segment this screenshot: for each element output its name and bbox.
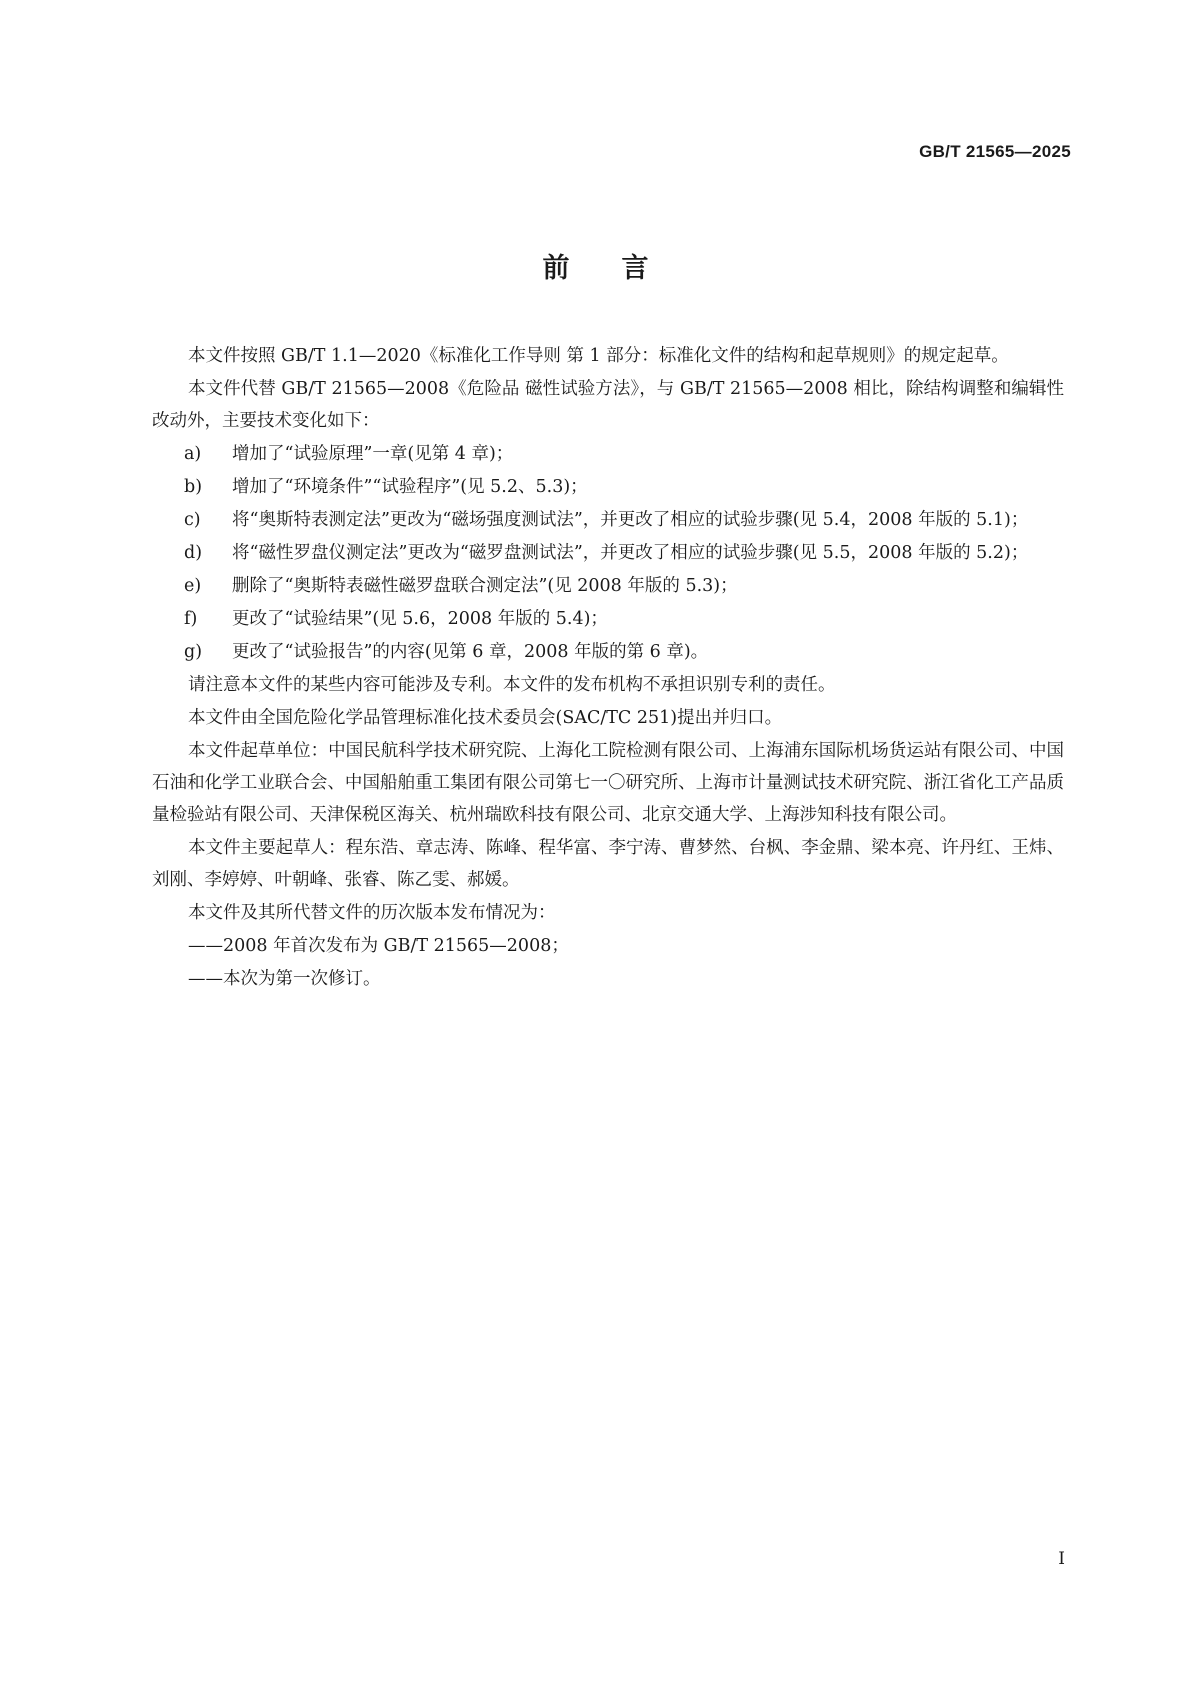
list-item-marker: g)	[184, 642, 203, 662]
document-body	[152, 340, 1064, 996]
page-title: 前言	[542, 253, 701, 284]
history-item: ——本次为第一次修订。	[188, 969, 381, 989]
list-item-text: 将“奥斯特表测定法”更改为“磁场强度测试法”，并更改了相应的试验步骤(见 5.4，2008 年版的 5.1)；	[232, 510, 1029, 530]
list-item	[152, 570, 1064, 602]
paragraph-committee: 本文件由全国危险化学品管理标准化技术委员会(SAC/TC 251)提出并归口。	[188, 708, 783, 728]
list-item	[152, 504, 1064, 536]
paragraph-replacement: 本文件代替 GB/T 21565—2008《危险品 磁性试验方法》，与 GB/T 21565—2008 相比，除结构调整和编辑性改动外，主要技术变化如下：	[152, 379, 1064, 431]
list-item	[152, 471, 1064, 503]
list-item	[152, 636, 1064, 668]
paragraph-patent-notice: 请注意本文件的某些内容可能涉及专利。本文件的发布机构不承担识别专利的责任。	[188, 675, 836, 695]
list-item-text: 更改了“试验结果”(见 5.6，2008 年版的 5.4)；	[232, 609, 608, 629]
list-item	[152, 438, 1064, 470]
history-item: ——2008 年首次发布为 GB/T 21565—2008；	[188, 936, 569, 956]
list-item	[152, 603, 1064, 635]
list-item-text: 删除了“奥斯特表磁性磁罗盘联合测定法”(见 2008 年版的 5.3)；	[232, 576, 738, 596]
list-item-text: 增加了“环境条件”“试验程序”(见 5.2、5.3)；	[232, 477, 588, 497]
list-item-marker: c)	[184, 510, 201, 530]
list-item-text: 将“磁性罗盘仪测定法”更改为“磁罗盘测试法”，并更改了相应的试验步骤(见 5.5，2008 年版的 5.2)；	[232, 543, 1029, 563]
list-item-marker: d)	[184, 543, 203, 563]
paragraph-drafters: 本文件主要起草人：程东浩、章志涛、陈峰、程华富、李宁涛、曹梦然、台枫、李金鼎、梁本亮、许丹红、王炜、刘刚、李婷婷、叶朝峰、张睿、陈乙雯、郝媛。	[152, 838, 1064, 890]
list-item-marker: e)	[184, 576, 202, 596]
list-item	[152, 537, 1064, 569]
list-item-text: 更改了“试验报告”的内容(见第 6 章，2008 年版的第 6 章)。	[232, 642, 709, 662]
list-item-marker: b)	[184, 477, 203, 497]
page-number: I	[1058, 1549, 1065, 1569]
standard-number: GB/T 21565—2025	[919, 142, 1071, 161]
paragraph-history-intro: 本文件及其所代替文件的历次版本发布情况为：	[188, 903, 556, 923]
list-item-text: 增加了“试验原理”一章(见第 4 章)；	[232, 444, 514, 464]
paragraph-drafting-units: 本文件起草单位：中国民航科学技术研究院、上海化工院检测有限公司、上海浦东国际机场货运站有限公司、中国石油和化学工业联合会、中国船舶重工集团有限公司第七一〇研究所、上海市计量测试技术研究院、浙江省化工产品质量检验站有限公司、天津保税区海关、杭州瑞欧科技有限公司、北京交通大学、上海涉知科技有限公司。	[152, 741, 1064, 825]
list-item-marker: a)	[184, 444, 202, 464]
list-item-marker: f)	[184, 609, 198, 629]
paragraph-drafting-basis: 本文件按照 GB/T 1.1—2020《标准化工作导则 第 1 部分：标准化文件的结构和起草规则》的规定起草。	[188, 346, 1009, 366]
